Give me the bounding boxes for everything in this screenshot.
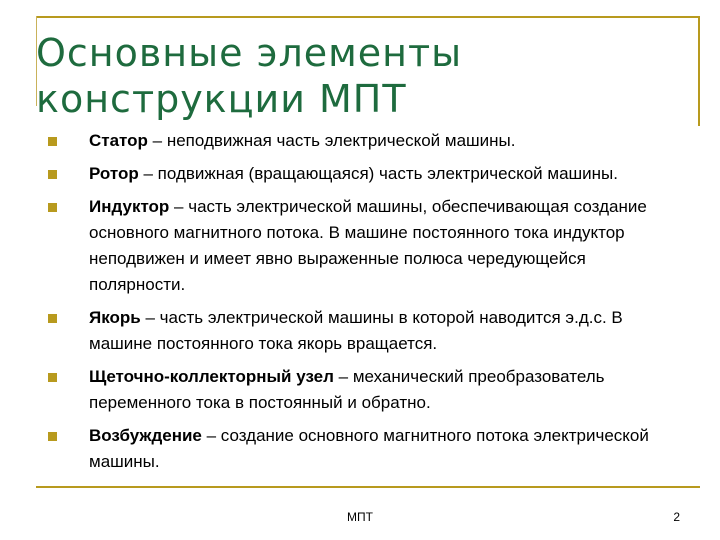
- bullet-text: – часть электрической машины, обеспечивающая создание основного магнитного потока. В машине постоянного тока индуктор неподвижен и имеет явно выраженные полюса чередующейся полярности.: [89, 197, 647, 294]
- bullet-item-stator: [48, 128, 678, 154]
- square-bullet-icon: [48, 314, 57, 323]
- bullet-item-inductor: [48, 194, 678, 298]
- bullet-text: – неподвижная часть электрической машины.: [147, 131, 516, 150]
- frame-top-line: [36, 16, 700, 18]
- bullet-term: Якорь: [89, 308, 141, 327]
- square-bullet-icon: [48, 203, 57, 212]
- bullet-item-excitation: [48, 423, 678, 475]
- bullet-term: Возбуждение: [89, 426, 202, 445]
- bullet-term: Индуктор: [89, 197, 170, 216]
- page-number: 2: [673, 510, 680, 524]
- bullet-item-brush-commutator: [48, 364, 678, 416]
- bullet-text: – создание основного магнитного потока электрической машины.: [89, 426, 649, 471]
- title-line-2: конструкции МПТ: [36, 77, 407, 121]
- square-bullet-icon: [48, 373, 57, 382]
- bullet-text: – механический преобразователь переменного тока в постоянный и обратно.: [89, 367, 605, 412]
- bullet-item-rotor: [48, 161, 678, 187]
- bullet-text: – часть электрической машины в которой наводится э.д.с. В машине постоянного тока якорь вращается.: [89, 308, 623, 353]
- bullet-term: Щеточно-коллекторный узел: [89, 367, 334, 386]
- slide-title: [36, 30, 676, 122]
- bullet-term: Ротор: [89, 164, 139, 183]
- footer-title: МПТ: [347, 510, 373, 524]
- square-bullet-icon: [48, 170, 57, 179]
- title-line-1: Основные элементы: [36, 31, 463, 75]
- square-bullet-icon: [48, 432, 57, 441]
- bullet-item-armature: [48, 305, 678, 357]
- bullet-text: – подвижная (вращающаяся) часть электрической машины.: [138, 164, 618, 183]
- frame-right-line: [698, 16, 700, 126]
- bullet-term: Статор: [89, 131, 148, 150]
- square-bullet-icon: [48, 137, 57, 146]
- frame-bottom-line: [36, 486, 700, 488]
- bullet-list: [48, 128, 678, 482]
